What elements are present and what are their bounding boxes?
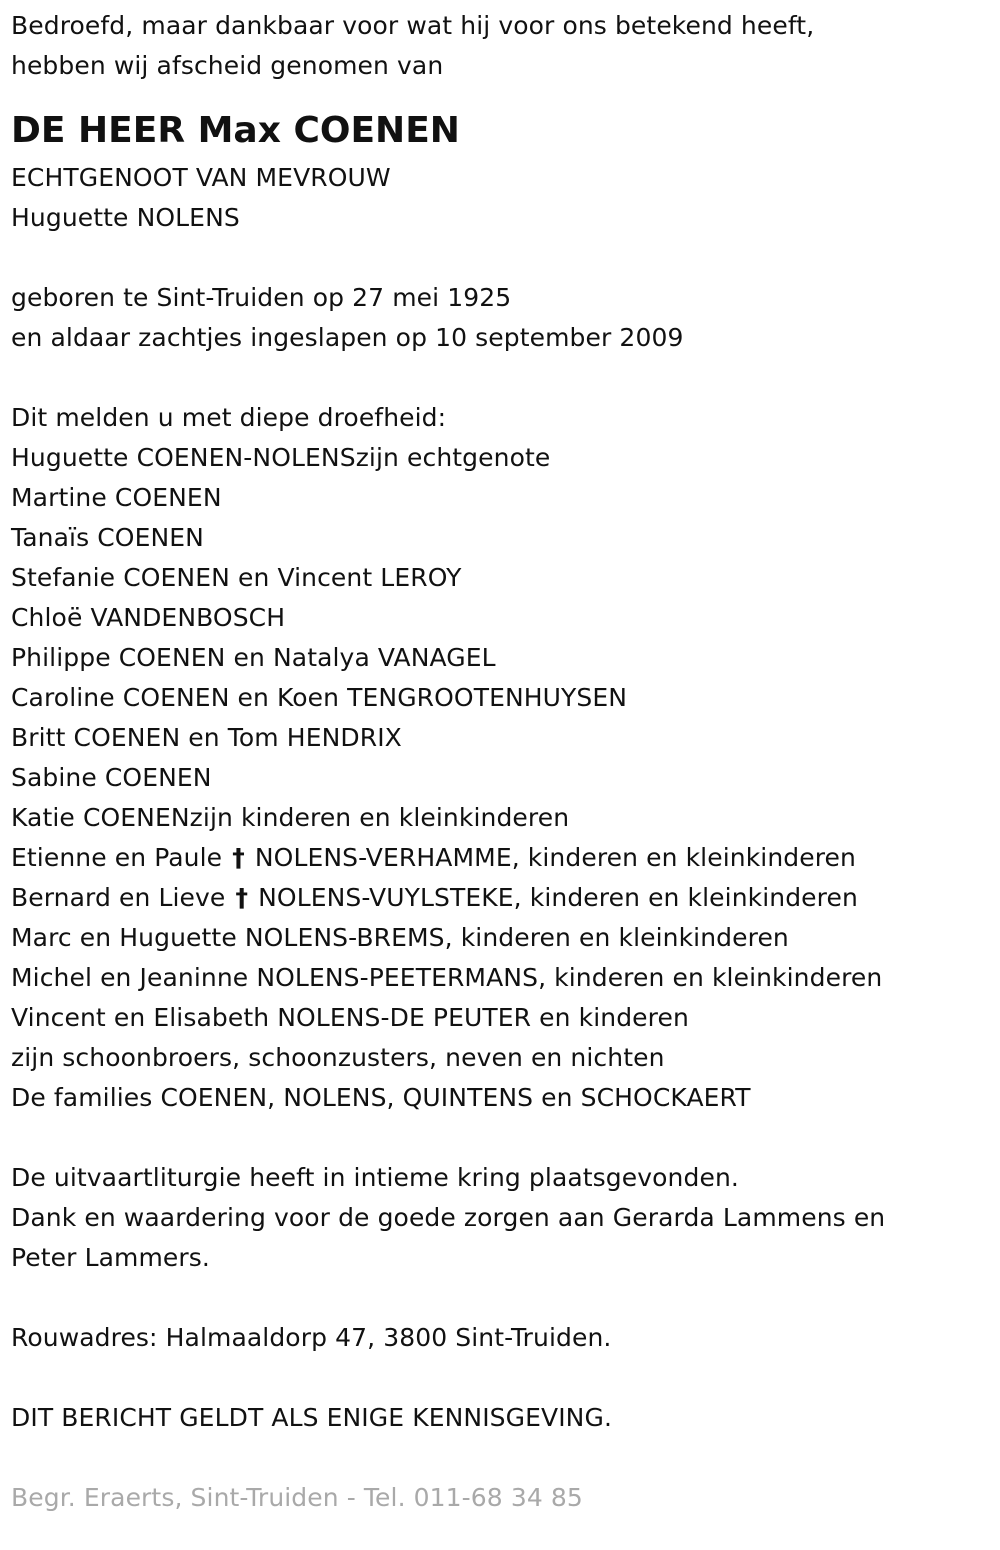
mourner-line-with-cross [11, 878, 991, 918]
closing-line: De uitvaartliturgie heeft in intieme kring plaatsgevonden. [11, 1163, 739, 1192]
mourner-line: zijn schoonbroers, schoonzusters, neven en nichten [11, 1043, 665, 1072]
cross-icon: † [235, 883, 249, 912]
mourner-line: Chloë VANDENBOSCH [11, 603, 286, 632]
mourner-family-name: NOLENS-VERHAMME, kinderen en kleinkinderen [254, 843, 856, 872]
mourner-line: Britt COENEN en Tom HENDRIX [11, 723, 402, 752]
mourners-heading: Dit melden u met diepe droefheid: [11, 403, 447, 432]
spouse-name: Huguette NOLENS [11, 203, 240, 232]
intro-line-2: hebben wij afscheid genomen van [11, 51, 444, 80]
obituary-notice [11, 6, 991, 1518]
closing-line: Dank en waardering voor de goede zorgen aan Gerarda Lammens en [11, 1203, 886, 1232]
intro-line-1: Bedroefd, maar dankbaar voor wat hij voor ons betekend heeft, [11, 11, 815, 40]
mourner-first-names: Etienne en Paule [11, 843, 223, 872]
mourner-line: Marc en Huguette NOLENS-BREMS, kinderen en kleinkinderen [11, 923, 789, 952]
mourner-line: Tanaïs COENEN [11, 523, 204, 552]
mourner-family-name: NOLENS-VUYLSTEKE, kinderen en kleinkinderen [258, 883, 858, 912]
funeral-director-footer: Begr. Eraerts, Sint-Truiden - Tel. 011-68 34 85 [11, 1483, 583, 1512]
mourner-line: Martine COENEN [11, 483, 222, 512]
mourner-line: De families COENEN, NOLENS, QUINTENS en SCHOCKAERT [11, 1083, 751, 1112]
mourner-line: Caroline COENEN en Koen TENGROOTENHUYSEN [11, 683, 628, 712]
mourning-address: Rouwadres: Halmaaldorp 47, 3800 Sint-Truiden. [11, 1323, 612, 1352]
closing-line: Peter Lammers. [11, 1243, 210, 1272]
mourner-line: Katie COENENzijn kinderen en kleinkinderen [11, 803, 570, 832]
birth-line: geboren te Sint-Truiden op 27 mei 1925 [11, 283, 512, 312]
spouse-label: ECHTGENOOT VAN MEVROUW [11, 163, 391, 192]
mourner-line: Michel en Jeaninne NOLENS-PEETERMANS, kinderen en kleinkinderen [11, 963, 883, 992]
mourner-line: Stefanie COENEN en Vincent LEROY [11, 563, 462, 592]
death-line: en aldaar zachtjes ingeslapen op 10 september 2009 [11, 323, 684, 352]
mourner-first-names: Bernard en Lieve [11, 883, 226, 912]
mourner-line: Sabine COENEN [11, 763, 212, 792]
deceased-name: DE HEER Max COENEN [11, 110, 460, 151]
mourner-line-with-cross [11, 838, 991, 878]
mourner-line: Huguette COENEN-NOLENSzijn echtgenote [11, 443, 551, 472]
mourner-line: Vincent en Elisabeth NOLENS-DE PEUTER en kinderen [11, 1003, 689, 1032]
mourner-line: Philippe COENEN en Natalya VANAGEL [11, 643, 496, 672]
cross-icon: † [232, 843, 245, 872]
official-notice: DIT BERICHT GELDT ALS ENIGE KENNISGEVING. [11, 1403, 612, 1432]
